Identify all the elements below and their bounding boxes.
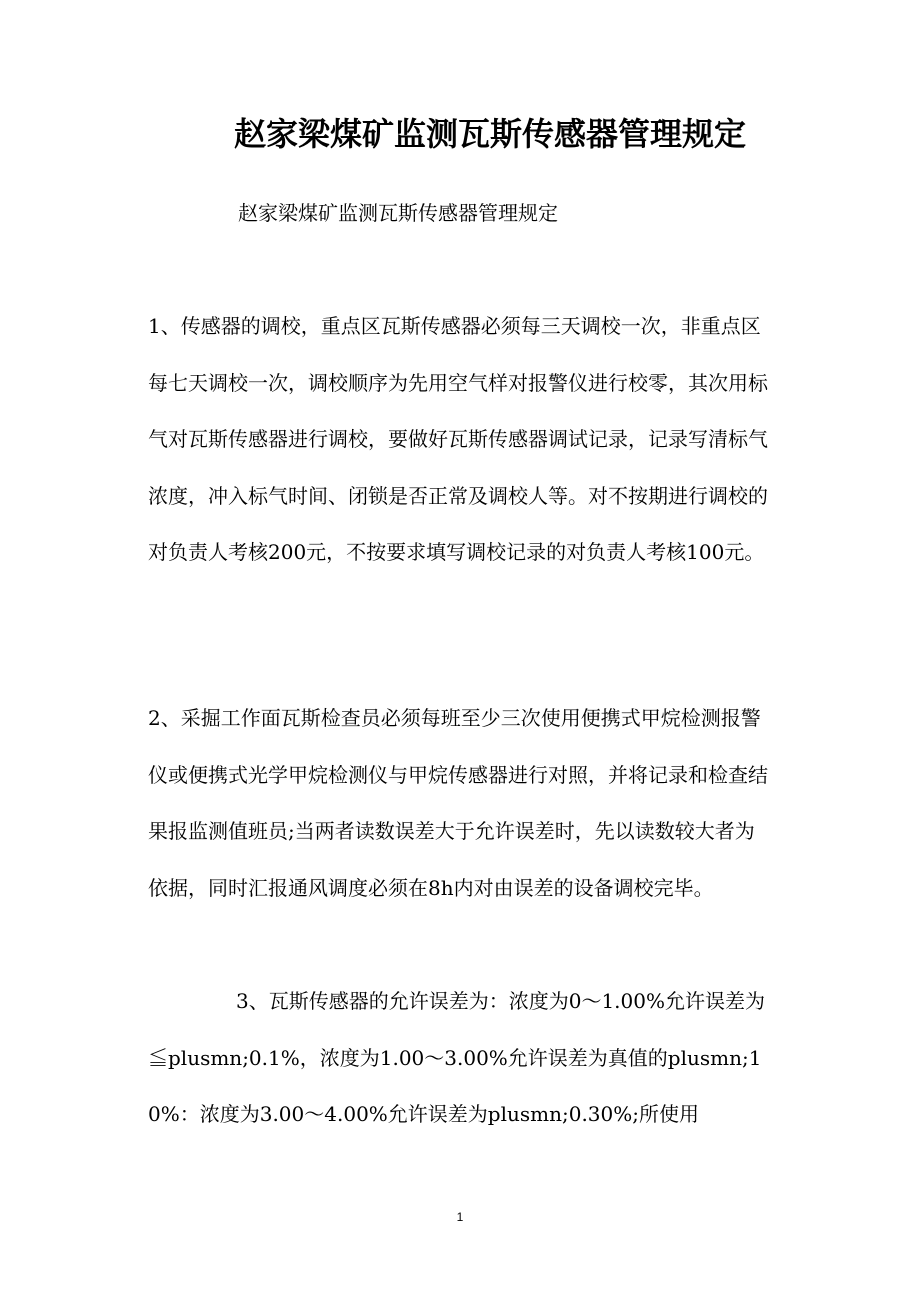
paragraph-1: 1、传感器的调校，重点区瓦斯传感器必须每三天调校一次，非重点区每七天调校一次，调校顺序为先用空气样对报警仪进行校零，其次用标气对瓦斯传感器进行调校，要做好瓦斯传感器调试记录，记录写清标气浓度，冲入标气时间、闭锁是否正常及调校人等。对不按期进行调校的对负责人考核200元，不按要求填写调校记录的对负责人考核100元。	[148, 314, 768, 565]
document-title: 赵家梁煤矿监测瓦斯传感器管理规定	[233, 115, 746, 153]
paragraph-3: 3、瓦斯传感器的允许误差为：浓度为0～1.00%允许误差为≦plusmn;0.1%，浓度为1.00～3.00%允许误差为真值的plusmn;10%：浓度为3.00～4.00%允许误差为plusmn;0.30%;所使用	[148, 989, 765, 1127]
document-subtitle: 赵家梁煤矿监测瓦斯传感器管理规定	[238, 201, 558, 225]
paragraph-2: 2、采掘工作面瓦斯检查员必须每班至少三次使用便携式甲烷检测报警仪或便携式光学甲烷检测仪与甲烷传感器进行对照，并将记录和检查结果报监测值班员;当两者读数误差大于允许误差时，先以读数较大者为依据，同时汇报通风调度必须在8h内对由误差的设备调校完毕。	[148, 706, 768, 900]
page-number: 1	[456, 1210, 464, 1224]
